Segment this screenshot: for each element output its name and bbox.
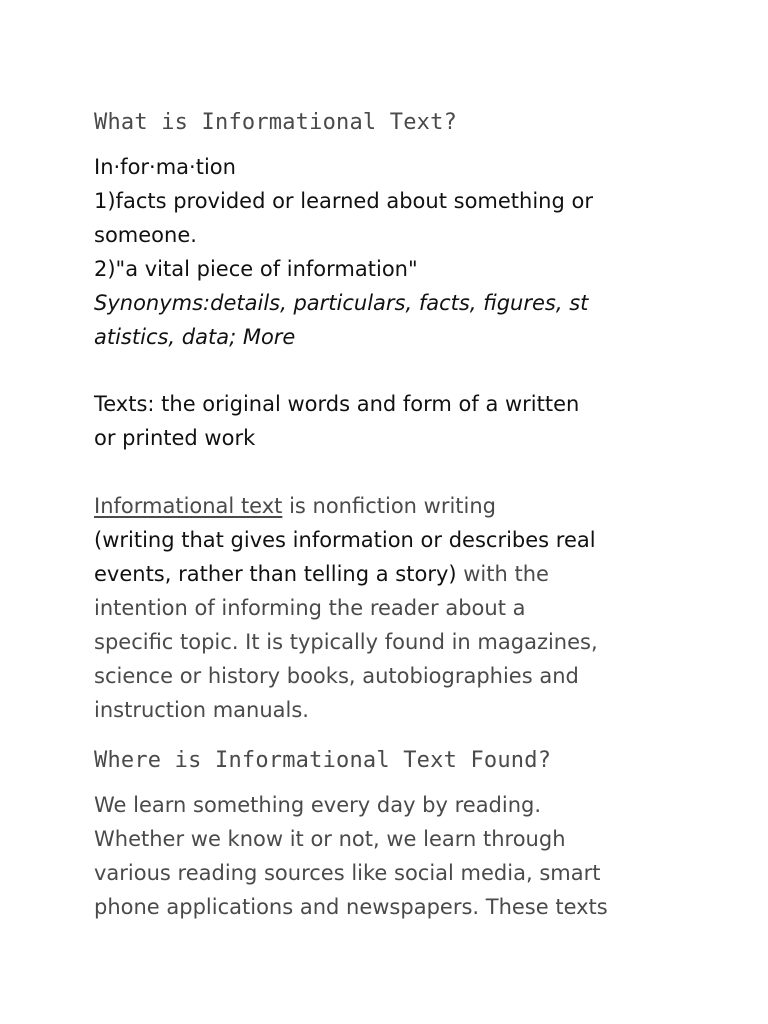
informational-line-3-a: events, rather than telling a story)	[94, 562, 457, 586]
where-found-line-2: Whether we know it or not, we learn through	[94, 827, 566, 851]
heading-where-is-informational-text-found: Where is Informational Text Found?	[94, 748, 552, 773]
texts-definition-line-1: Texts: the original words and form of a written	[94, 392, 580, 416]
definition-sense-2: 2)"a vital piece of information"	[94, 257, 418, 281]
synonyms-line-1: Synonyms:details, particulars, facts, figures, st	[94, 291, 589, 315]
texts-definition-block	[94, 387, 684, 455]
informational-line-6: science or history books, autobiographies and	[94, 664, 579, 688]
where-found-line-1: We learn something every day by reading.	[94, 793, 542, 817]
heading-what-is-informational-text: What is Informational Text?	[94, 110, 458, 135]
informational-line-1-rest: is nonfiction writing	[282, 494, 497, 518]
informational-text-paragraph	[94, 489, 684, 727]
where-found-paragraph	[94, 788, 684, 924]
informational-line-3	[94, 557, 684, 591]
informational-line-7: instruction manuals.	[94, 698, 309, 722]
informational-line-1	[94, 489, 684, 523]
definition-sense-1-line-2: someone.	[94, 223, 197, 247]
where-found-line-3: various reading sources like social media, smart	[94, 861, 601, 885]
informational-line-2: (writing that gives information or describes real	[94, 528, 596, 552]
definition-sense-1-line-1: 1)facts provided or learned about something or	[94, 189, 593, 213]
where-found-line-4: phone applications and newspapers. These texts	[94, 895, 608, 919]
informational-line-5: specific topic. It is typically found in magazines,	[94, 630, 598, 654]
informational-line-4: intention of informing the reader about a	[94, 596, 526, 620]
definition-block	[94, 150, 684, 354]
informational-line-3-b: with the	[456, 562, 549, 586]
informational-text-term: Informational text	[94, 494, 283, 518]
texts-definition-line-2: or printed work	[94, 426, 256, 450]
definition-word: In·for·ma·tion	[94, 155, 236, 179]
synonyms-line-2: atistics, data; More	[94, 325, 296, 349]
